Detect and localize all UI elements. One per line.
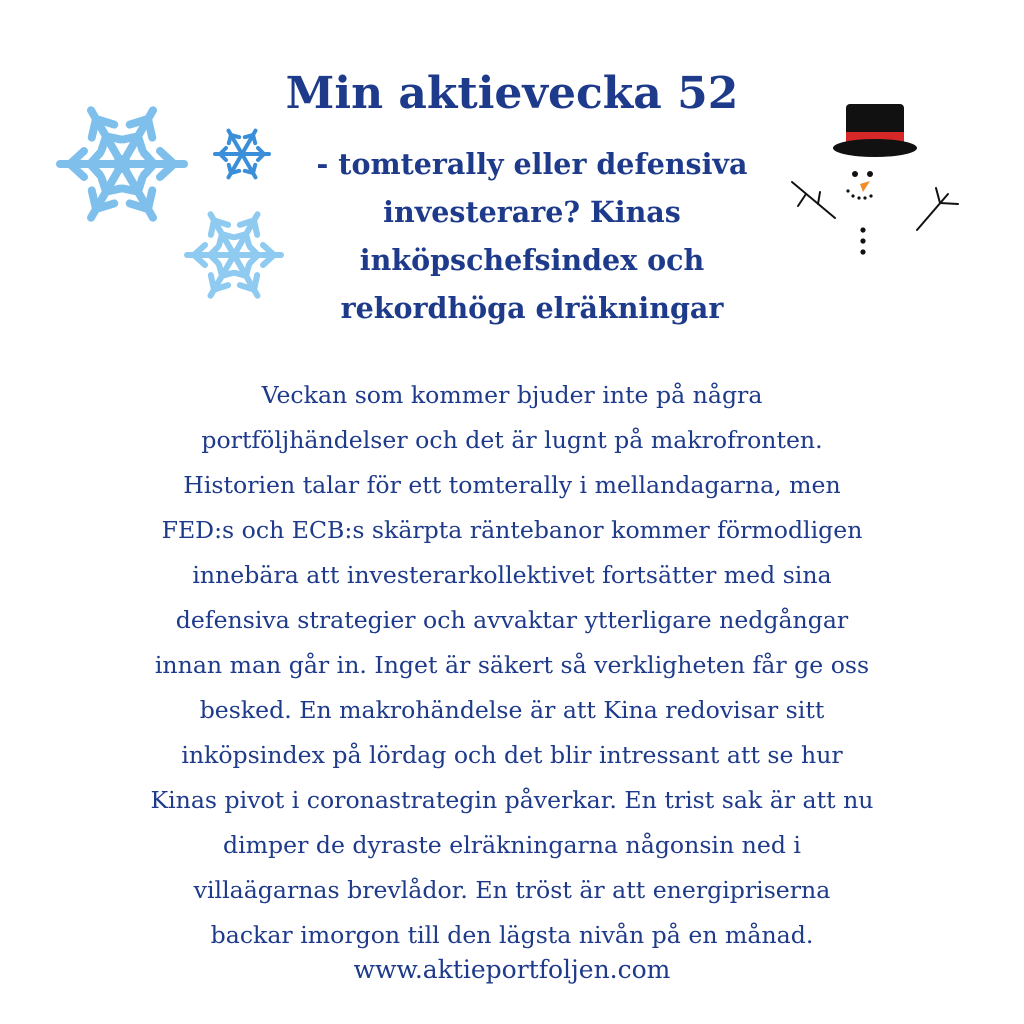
page-title: Min aktievecka 52 [285,68,739,119]
body-line: defensiva strategier och avvaktar ytterligare nedgångar [175,606,849,634]
body-line: innebära att investerarkollektivet fortsätter med sina [192,561,832,589]
body-line: inköpsindex på lördag och det blir intressant att se hur [181,741,843,769]
body-line: villaägarnas brevlådor. En tröst är att energipriserna [193,876,831,904]
body-line: backar imorgon till den lägsta nivån på en månad. [210,921,814,949]
subtitle [262,140,802,332]
body-line: portföljhändelser och det är lugnt på makrofronten. [201,426,823,454]
body-line: dimper de dyraste elräkningarna någonsin ned i [223,831,801,859]
body-line: Veckan som kommer bjuder inte på några [261,381,763,409]
body-line: Kinas pivot i coronastrategin påverkar. En trist sak är att nu [150,786,874,814]
body-line: innan man går in. Inget är säkert så verkligheten får ge oss [154,651,870,679]
footer-url: www.aktieportfoljen.com [353,955,671,984]
body-line: Historien talar för ett tomterally i mellandagarna, men [183,471,841,499]
subtitle-line: rekordhöga elräkningar [340,291,724,325]
subtitle-line: inköpschefsindex och [359,243,705,277]
body-text [60,373,964,958]
body-line: FED:s och ECB:s skärpta räntebanor kommer förmodligen [161,516,863,544]
subtitle-line: investerare? Kinas [383,195,681,229]
subtitle-line: - tomterally eller defensiva [316,147,748,181]
snowman-icon [780,98,965,263]
body-line: besked. En makrohändelse är att Kina redovisar sitt [199,696,825,724]
